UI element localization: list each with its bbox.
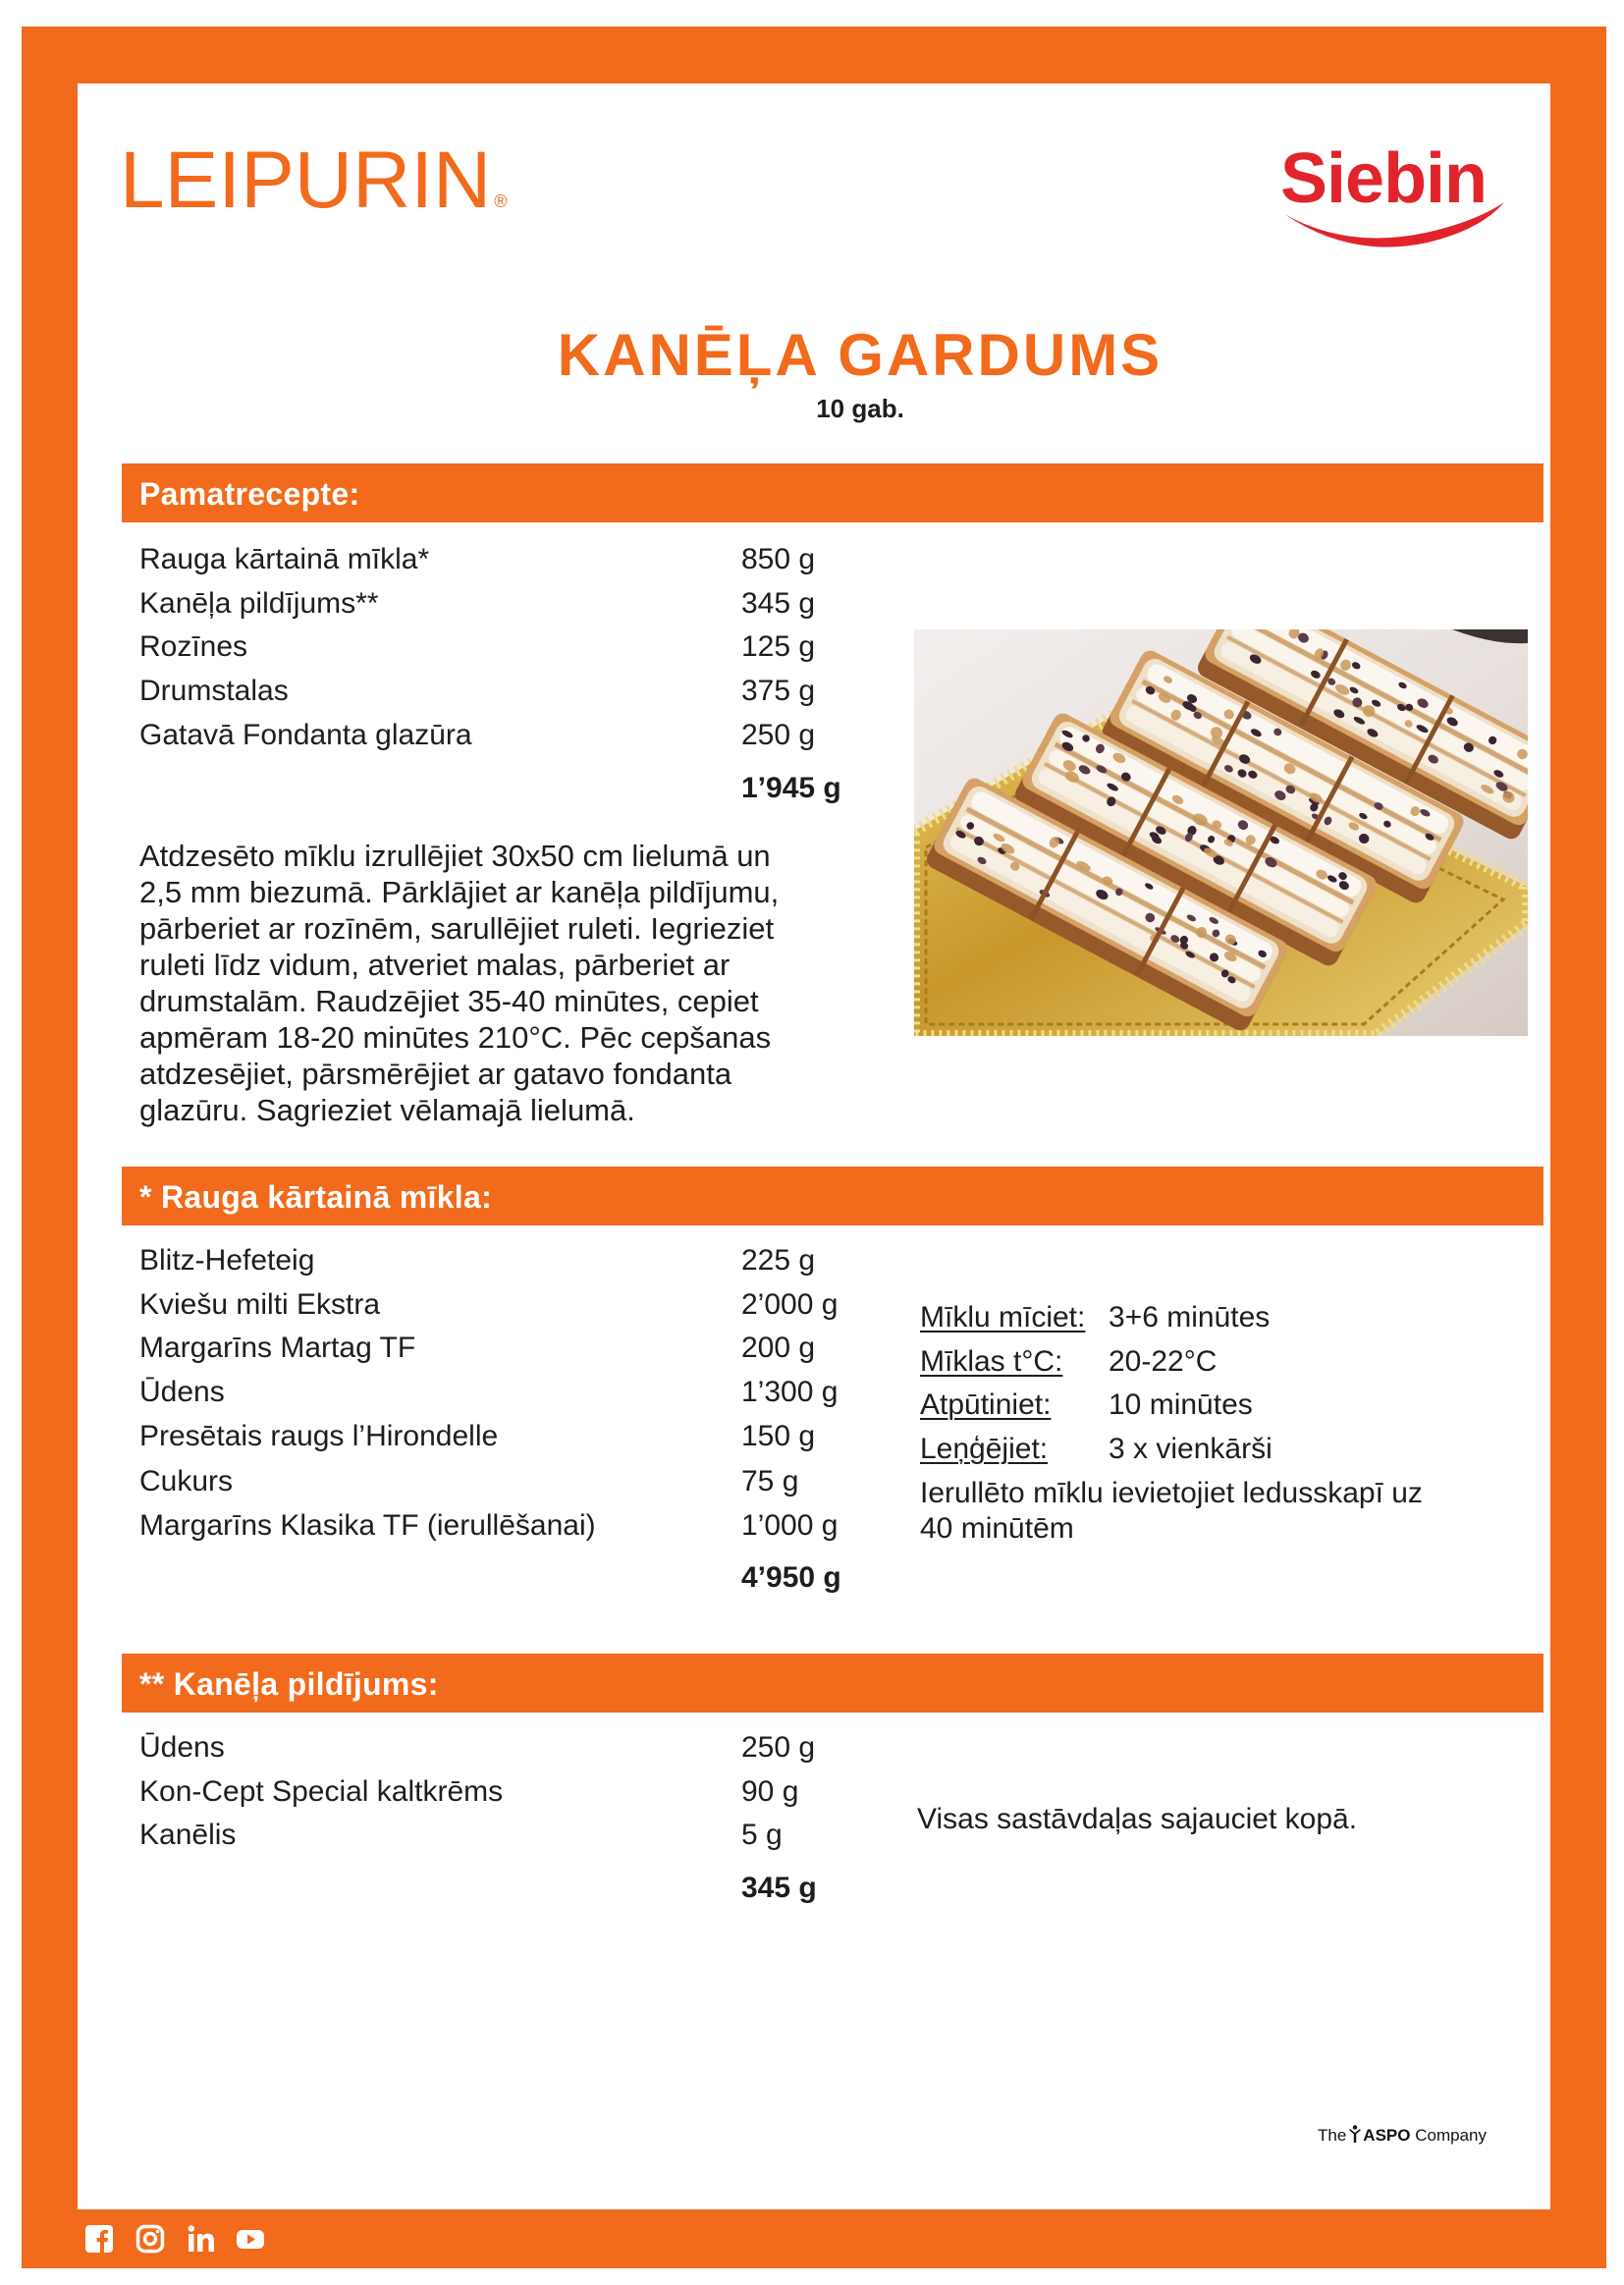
total-row	[139, 1866, 886, 1910]
process-step	[920, 1295, 1529, 1339]
process-label: Mīklu mīciet:	[920, 1301, 1086, 1333]
ingredient-row	[139, 1238, 886, 1282]
ingredient-row	[139, 537, 886, 581]
process-step	[920, 1383, 1529, 1427]
section-header-filling	[122, 1654, 1543, 1713]
ingredient-name: Kanēlis	[139, 1819, 237, 1851]
process-value: 20-22°C	[1109, 1345, 1218, 1378]
ingredient-name: Blitz-Hefeteig	[139, 1244, 315, 1277]
method-text	[139, 838, 779, 1128]
ingredient-row	[139, 1326, 886, 1370]
ingredient-row	[139, 1370, 886, 1414]
registered-mark: ®	[494, 191, 508, 211]
method-line: ruleti līdz vidum, atveriet malas, pārberiet ar	[139, 948, 731, 982]
ingredient-row	[139, 581, 886, 626]
linkedin-icon[interactable]	[187, 2224, 216, 2254]
filling-instruction: Visas sastāvdaļas sajauciet kopā.	[917, 1803, 1358, 1835]
siebin-logo-text: Siebin	[1280, 139, 1488, 218]
section-header-base	[122, 463, 1543, 522]
ingredient-amount: 225 g	[741, 1244, 816, 1277]
process-value: 3+6 minūtes	[1109, 1301, 1271, 1333]
recipe-title: KANĒĻA GARDUMS	[557, 322, 1164, 388]
ingredient-name: Kanēļa pildījums**	[139, 587, 379, 620]
ingredient-name: Ūdens	[139, 1731, 225, 1764]
method-line: drumstalām. Raudzējiet 35-40 minūtes, cepiet	[139, 984, 759, 1018]
ingredient-name: Margarīns Martag TF	[139, 1332, 416, 1364]
ingredient-amount: 200 g	[741, 1332, 816, 1364]
ingredient-name: Drumstalas	[139, 675, 289, 707]
process-value: 10 minūtes	[1109, 1388, 1253, 1421]
leipurin-logo-text: LEIPURIN	[120, 136, 492, 225]
ingredient-amount: 150 g	[741, 1420, 816, 1452]
total-row	[139, 766, 886, 810]
instagram-icon[interactable]	[135, 2224, 165, 2254]
total-row	[139, 1555, 886, 1600]
ingredient-row	[139, 1459, 886, 1503]
ingredient-amount: 850 g	[741, 543, 816, 575]
ingredient-amount: 125 g	[741, 630, 816, 663]
ingredient-name: Rozīnes	[139, 630, 248, 663]
section-title: ** Kanēļa pildījums:	[139, 1666, 439, 1702]
ingredient-row	[139, 1813, 886, 1857]
leipurin-logo	[120, 136, 508, 225]
ingredient-row	[139, 1725, 886, 1769]
aspo-the: The	[1318, 2126, 1347, 2145]
ingredient-name: Margarīns Klasika TF (ierullēšanai)	[139, 1509, 596, 1542]
ingredient-amount: 345 g	[741, 587, 816, 620]
ingredient-row	[139, 1769, 886, 1814]
process-label: Atpūtiniet:	[920, 1388, 1052, 1421]
total-amount: 4’950 g	[741, 1561, 841, 1594]
aspo-company: Company	[1415, 2126, 1487, 2145]
aspo-company-mark	[1318, 2123, 1487, 2149]
method-line: 2,5 mm biezumā. Pārklājiet ar kanēļa pildījumu,	[139, 875, 780, 909]
siebin-swoosh-icon	[1278, 200, 1510, 251]
ingredient-amount: 2’000 g	[741, 1288, 839, 1321]
ingredient-row	[139, 713, 886, 757]
siebin-logo	[1278, 139, 1514, 247]
process-value: 3 x vienkārši	[1109, 1433, 1272, 1465]
section-title: * Rauga kārtainā mīkla:	[139, 1179, 493, 1215]
youtube-icon[interactable]	[236, 2224, 265, 2254]
ingredient-row	[139, 625, 886, 669]
pastry-photo	[914, 629, 1528, 1036]
ingredient-row	[139, 1503, 886, 1548]
method-line: atdzesējiet, pārsmērējiet ar gatavo fondanta	[139, 1057, 732, 1091]
ingredient-name: Ūdens	[139, 1376, 225, 1408]
ingredient-name: Presētais raugs l’Hirondelle	[139, 1420, 499, 1452]
note-line: 40 minūtēm	[920, 1512, 1074, 1545]
ingredient-name: Kviešu milti Ekstra	[139, 1288, 381, 1321]
ingredient-amount: 90 g	[741, 1775, 799, 1808]
ingredient-amount: 75 g	[741, 1465, 799, 1497]
recipe-yield: 10 gab.	[816, 394, 904, 423]
method-line: Atdzesēto mīklu izrullējiet 30x50 cm lielumā un	[139, 839, 771, 873]
ingredient-name: Cukurs	[139, 1465, 234, 1497]
process-label: Leņģējiet:	[920, 1433, 1049, 1465]
process-label: Mīklas t°C:	[920, 1345, 1063, 1378]
note-line: Ierullēto mīklu ievietojiet ledusskapī uz	[920, 1477, 1423, 1509]
ingredient-amount: 1’300 g	[741, 1376, 839, 1408]
method-line: glazūru. Sagrieziet vēlamajā lielumā.	[139, 1093, 635, 1127]
ingredient-row	[139, 1282, 886, 1327]
method-line: pārberiet ar rozīnēm, sarullējiet ruleti. Iegrieziet	[139, 911, 775, 946]
process-step	[920, 1339, 1529, 1384]
ingredient-row	[139, 1414, 886, 1458]
aspo-brand: ASPO	[1363, 2126, 1411, 2145]
method-line: apmēram 18-20 minūtes 210°C. Pēc cepšanas	[139, 1020, 772, 1055]
section-title: Pamatrecepte:	[139, 476, 360, 512]
ingredient-amount: 250 g	[741, 719, 816, 751]
process-step	[920, 1427, 1529, 1471]
section-header-dough	[122, 1167, 1543, 1225]
ingredient-amount: 375 g	[741, 675, 816, 707]
ingredient-name: Kon-Cept Special kaltkrēms	[139, 1775, 504, 1808]
total-amount: 345 g	[741, 1872, 817, 1904]
ingredient-amount: 5 g	[741, 1819, 783, 1851]
aspo-figure-icon	[1349, 2125, 1361, 2143]
ingredient-row	[139, 669, 886, 713]
ingredient-amount: 1’000 g	[741, 1509, 839, 1542]
ingredient-name: Rauga kārtainā mīkla*	[139, 543, 430, 575]
ingredient-amount: 250 g	[741, 1731, 816, 1764]
process-note	[920, 1476, 1423, 1547]
ingredient-name: Gatavā Fondanta glazūra	[139, 719, 472, 751]
total-amount: 1’945 g	[741, 772, 841, 804]
facebook-icon[interactable]	[84, 2224, 114, 2254]
